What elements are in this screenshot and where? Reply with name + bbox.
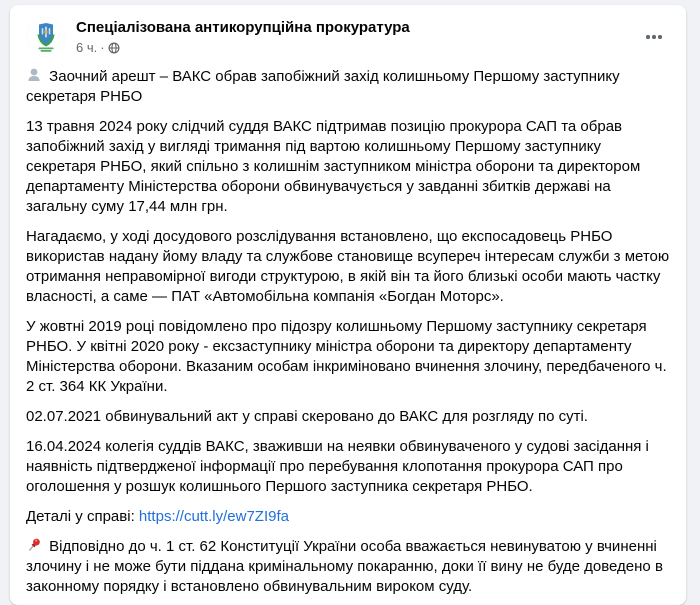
post-paragraph-4: 02.07.2021 обвинувальний акт у справі скеровано до ВАКС для розгляду по суті. [26,408,588,425]
post-menu-button[interactable] [638,21,670,53]
post-paragraph-5: 16.04.2024 колегія суддів ВАКС, зваживши на неявки обвинуваченого у судові засідання і наявність підтвердженої інформації про перебування клопотання прокурора САП про оголошення у розшук колишнього Першого заступника секретаря РНБО. [26,438,649,495]
post-card [10,5,686,605]
page-name[interactable]: Спеціалізована антикорупційна прокуратура [76,19,410,36]
post-body [10,57,686,597]
header-text [76,17,410,56]
post-paragraph-3: У жовтні 2019 році повідомлено про підозру колишньому Першому заступнику секретаря РНБО. У квітні 2020 року - ексзаступнику міністра оборони та директору департаменту Міністерства оборони. Вказаним особам інкриміновано вчинення злочину, передбаченого ч. 2 ст. 364 КК України. [26,318,667,395]
post-meta [76,40,410,56]
globe-public-icon [108,42,120,54]
post-title-text: Заочний арешт – ВАКС обрав запобіжний захід колишньому Першому заступнику секретаря РНБО [26,68,620,105]
post-paragraph-2: Нагадаємо, у ході досудового розслідування встановлено, що експосадовець РНБО використав надану йому владу та службове становище всупереч інтересам служби з метою отримання неправомірної вигоди структурою, в якій він та його близькі особи мають частку власності, а саме — ПАТ «Автомобільна компанія «Богдан Моторс». [26,228,670,305]
round-pushpin-icon [26,538,49,555]
case-details-link[interactable]: https://cutt.ly/ew7ZI9fa [138,508,289,525]
meta-separator: · [100,40,105,55]
timestamp[interactable]: 6 ч. [76,40,98,55]
post-title [26,67,670,107]
post-disclaimer-text: Відповідно до ч. 1 ст. 62 Конституції України особа вважається невинуватою у вчиненні злочину і не може бути піддана кримінальному покаранню, доки її вину не буде доведено в законному порядку і встановлено обвинувальним вироком суду. [26,538,663,595]
post-paragraph-1: 13 травня 2024 року слідчий суддя ВАКС підтримав позицію прокурора САП та обрав запобіжний захід у вигляді тримання під вартою колишньому Першому заступнику секретаря РНБО, який спільно з колишнім заступником міністра оборони та директором департаменту Міністерства оборони обвинувачується у завданні збитків державі на загальну суму 17,44 млн грн. [26,118,641,215]
three-dots-icon [646,35,662,39]
post-details [26,507,670,527]
avatar[interactable] [26,17,66,57]
post-disclaimer [26,537,670,597]
details-label: Деталі у справі: [26,508,139,525]
sap-emblem-icon [26,44,66,57]
post-header [10,5,686,57]
bust-in-silhouette-icon [26,68,49,85]
